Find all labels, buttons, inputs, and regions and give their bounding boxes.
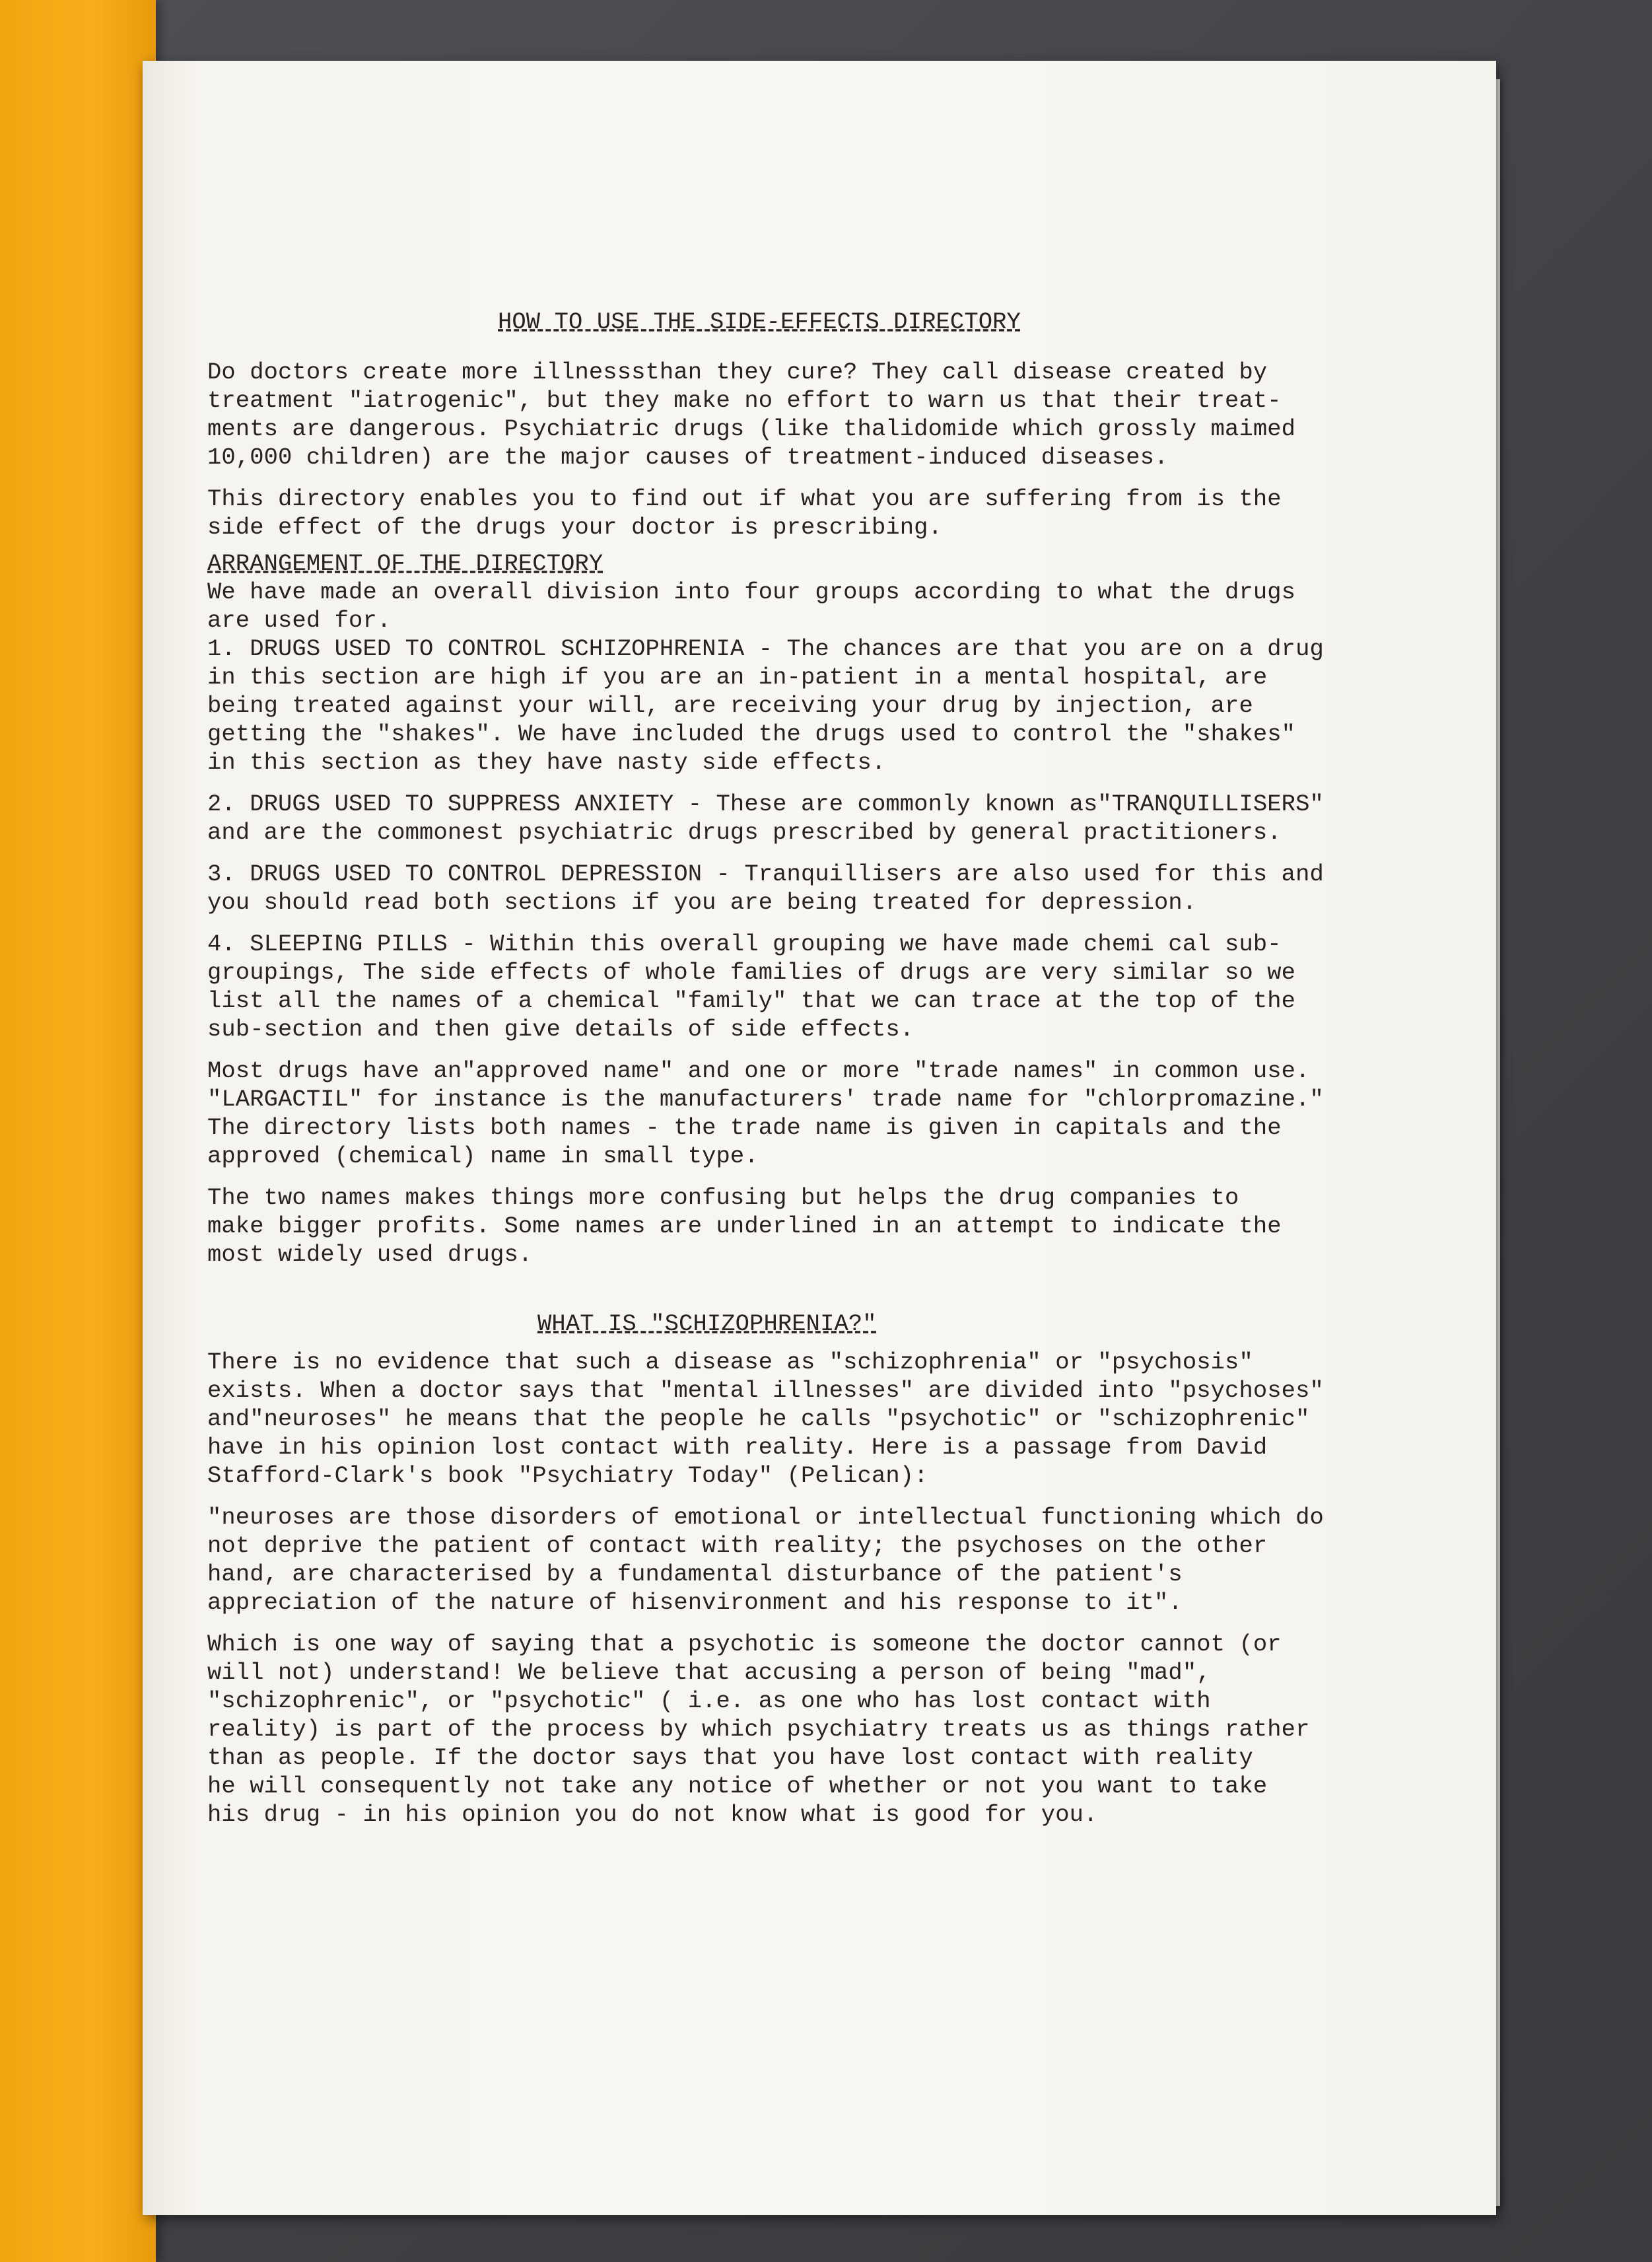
text-line: approved (chemical) name in small type. <box>207 1143 759 1170</box>
text-line: you should read both sections if you are being treated for depression. <box>207 889 1197 916</box>
text-line: and are the commonest psychiatric drugs prescribed by general practitioners. <box>207 819 1282 846</box>
paragraph-conclusion <box>207 1630 1495 1829</box>
text-line: Which is one way of saying that a psychotic is someone the doctor cannot (or <box>207 1631 1282 1658</box>
text-line: not deprive the patient of contact with reality; the psychoses on the other <box>207 1532 1268 1559</box>
text-line: The two names makes things more confusing but helps the drug companies to <box>207 1184 1239 1211</box>
text-line: treatment "iatrogenic", but they make no effort to warn us that their treat- <box>207 387 1282 414</box>
subheading-arrangement: ARRANGEMENT OF THE DIRECTORY <box>207 550 603 577</box>
paragraph-groups <box>207 578 1495 777</box>
text-line: 2. DRUGS USED TO SUPPRESS ANXIETY - These are commonly known as"TRANQUILLISERS" <box>207 791 1324 818</box>
text-line: will not) understand! We believe that accusing a person of being "mad", <box>207 1659 1211 1686</box>
text-line: Stafford-Clark's book "Psychiatry Today" (Pelican): <box>207 1462 928 1489</box>
paragraph-depression <box>207 860 1495 917</box>
text-line: make bigger profits. Some names are underlined in an attempt to indicate the <box>207 1213 1282 1240</box>
text-line: most widely used drugs. <box>207 1241 533 1268</box>
text-line: his drug - in his opinion you do not know what is good for you. <box>207 1801 1098 1828</box>
text-line: reality) is part of the process by which psychiatry treats us as things rather <box>207 1716 1310 1743</box>
text-line: The directory lists both names - the trade name is given in capitals and the <box>207 1114 1282 1141</box>
text-line: in this section as they have nasty side effects. <box>207 749 886 776</box>
text-line: are used for. <box>207 607 392 634</box>
text-line: getting the "shakes". We have included the drugs used to control the "shakes" <box>207 721 1296 748</box>
text-line: hand, are characterised by a fundamental disturbance of the patient's <box>207 1561 1183 1588</box>
text-line: than as people. If the doctor says that you have lost contact with reality <box>207 1744 1253 1771</box>
text-line: exists. When a doctor says that "mental illnesses" are divided into "psychoses" <box>207 1377 1324 1404</box>
text-line: in this section are high if you are an in-patient in a mental hospital, are <box>207 664 1268 691</box>
text-line: "LARGACTIL" for instance is the manufacturers' trade name for "chlorpromazine." <box>207 1086 1324 1113</box>
text-line: "schizophrenic", or "psychotic" ( i.e. as one who has lost contact with <box>207 1687 1211 1714</box>
text-line: list all the names of a chemical "family" that we can trace at the top of the <box>207 987 1296 1014</box>
paragraph-no-evidence <box>207 1348 1495 1490</box>
orange-cover <box>0 0 156 2262</box>
heading-what-is-schizophrenia: WHAT IS "SCHIZOPHRENIA?" <box>537 1310 877 1337</box>
text-line: Most drugs have an"approved name" and one or more "trade names" in common use. <box>207 1057 1310 1084</box>
text-line: sub-section and then give details of side effects. <box>207 1016 914 1043</box>
text-line: appreciation of the nature of hisenvironment and his response to it". <box>207 1589 1183 1616</box>
paragraph-quotation <box>207 1503 1495 1617</box>
paragraph-anxiety <box>207 790 1495 847</box>
text-line: and"neuroses" he means that the people he calls "psychotic" or "schizophrenic" <box>207 1405 1310 1432</box>
text-line: side effect of the drugs your doctor is prescribing. <box>207 514 942 541</box>
text-line: We have made an overall division into four groups according to what the drugs <box>207 579 1296 606</box>
paragraph-intro <box>207 358 1495 472</box>
text-line: being treated against your will, are receiving your drug by injection, are <box>207 692 1253 719</box>
text-line: 3. DRUGS USED TO CONTROL DEPRESSION - Tranquillisers are also used for this and <box>207 861 1324 888</box>
text-line: he will consequently not take any notice of whether or not you want to take <box>207 1773 1268 1800</box>
text-line: This directory enables you to find out if what you are suffering from is the <box>207 485 1282 512</box>
paragraph-confusing-names <box>207 1184 1495 1269</box>
text-line: "neuroses are those disorders of emotional or intellectual functioning which do <box>207 1504 1324 1531</box>
text-line: 1. DRUGS USED TO CONTROL SCHIZOPHRENIA - The chances are that you are on a drug <box>207 635 1324 662</box>
text-line: 4. SLEEPING PILLS - Within this overall grouping we have made chemi cal sub- <box>207 931 1282 958</box>
text-line: 10,000 children) are the major causes of treatment-induced diseases. <box>207 444 1169 471</box>
heading-side-effects-directory: HOW TO USE THE SIDE-EFFECTS DIRECTORY <box>498 308 1021 336</box>
text-line: have in his opinion lost contact with reality. Here is a passage from David <box>207 1434 1268 1461</box>
text-line: There is no evidence that such a disease as "schizophrenia" or "psychosis" <box>207 1349 1253 1376</box>
text-line: groupings, The side effects of whole families of drugs are very similar so we <box>207 959 1296 986</box>
paragraph-directory-purpose <box>207 485 1495 542</box>
text-line: Do doctors create more illnesssthan they cure? They call disease created by <box>207 359 1268 386</box>
text-line: ments are dangerous. Psychiatric drugs (like thalidomide which grossly maimed <box>207 415 1296 442</box>
document-body <box>207 308 1495 1829</box>
paragraph-drug-names <box>207 1057 1495 1170</box>
paragraph-sleeping-pills <box>207 930 1495 1043</box>
